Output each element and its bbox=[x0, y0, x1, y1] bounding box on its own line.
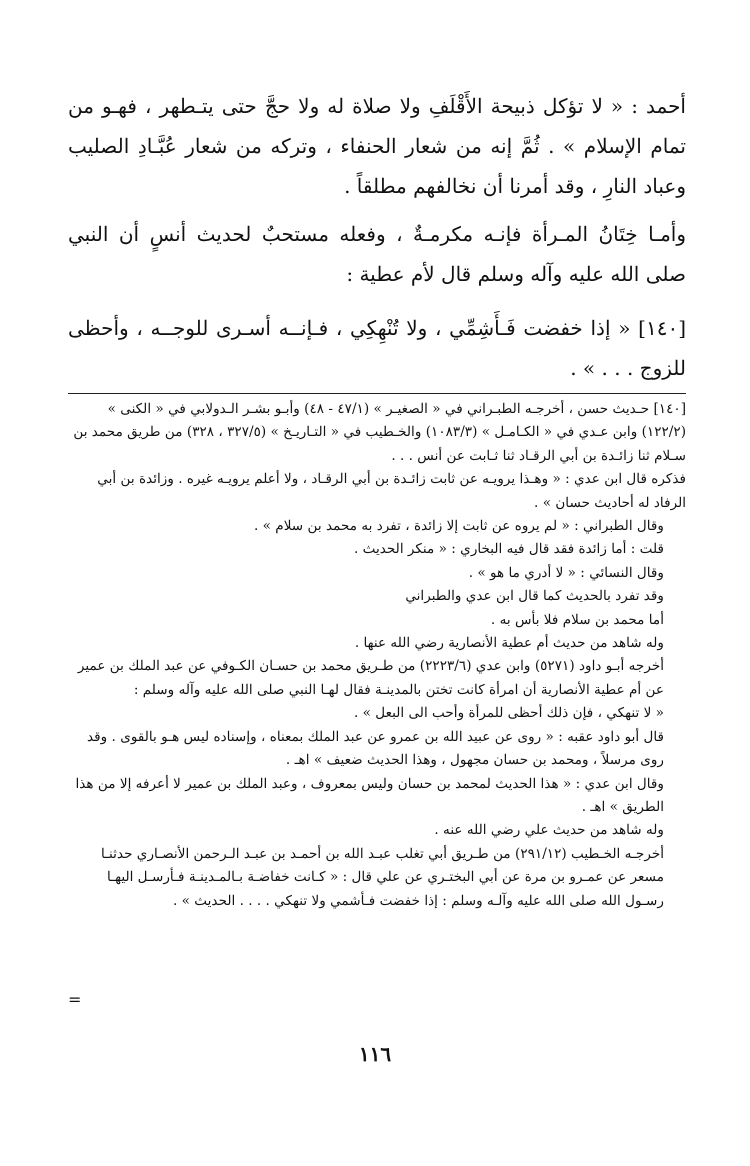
main-paragraph: وأمـا خِتَانُ المـرأة فإنـه مكرمـةٌ ، وفعله مستحبٌ لحديث أنسٍ أن النبي صلى الله عليه وآله وسلم قال لأم عطية : bbox=[68, 222, 686, 286]
footnote-line: وقال النسائي : « لا أدري ما هو » . bbox=[468, 564, 664, 581]
footnote-line: قلت : أما زائدة فقد قال فيه البخاري : « منكر الحديث . bbox=[354, 541, 664, 558]
footnote-line: وقال الطبراني : « لم يروه عن ثابت إلا زائدة ، تفرد به محمد بن سلام » . bbox=[254, 518, 664, 535]
footnote-line: فذكره قال ابن عدي : « وهـذا يرويـه عن ثابت زائـدة بن أبي الرقـاد ، ولا أعلم يرويـه غيره . وزائدة بن أبي الرفاد له أحاديث حسان » . bbox=[97, 471, 686, 511]
footnote-line: وقد تفرد بالحديث كما قال ابن عدي والطبراني bbox=[405, 588, 664, 605]
footnote-line: أخرجـه الخـطيب (٢٩١/١٢) من طـريق أبي تغلب عبـد الله بن أحمـد بن عبـد الـرحمن الأنصـاري حدثنـا مسعر عن عمـرو بن مرة عن أبي البختـري عن علي قال : « كـانت خفاضـة بـالمـدينـة فـأرسـل اليهـا رسـول الله صلى الله عليه وآلـه وسلم : إذا خفضت فـأشمي ولا تنهكي . . . . الحديث » . bbox=[100, 845, 664, 909]
footnote-line: [١٤٠] حـديث حسن ، أخرجـه الطبـراني في « الصغيـر » (٤٧/١ - ٤٨) وأبـو بشـر الـدولابي في « الكنى » (١٢٢/٢) وابن عـدي في « الكـامـل » (١٠٨٣/٣) والخـطيب في « التـاريـخ » (٣٢٧/٥ ، ٣٢٨) من طريق محمد بن سـلام ثنا زائـدة بن أبي الرقـاد ثنا ثـابت عن أنس . . . bbox=[73, 401, 686, 464]
footnote-line: أخرجه أبـو داود (٥٢٧١) وابن عدي (٢٢٢٣/٦) من طـريق محمد بن حسـان الكـوفي عن عبد الملك بن عمير عن أم عطية الأنصارية أن امرأة كانت تختن بالمدينـة فقال لهـا النبي صلى الله عليه وآله وسلم : bbox=[77, 658, 664, 698]
footnote-line: وله شاهد من حديث علي رضي الله عنه . bbox=[434, 822, 664, 839]
page-number: ١١٦ bbox=[358, 1042, 392, 1066]
continuation-mark: = bbox=[68, 990, 82, 1009]
footnote-line: قال أبو داود عقبه : « روى عن عبيد الله بن عمرو عن عبد الملك بمعناه ، وإسناده ليس هـو بالقوى . وقد روى مرسلاً ، ومحمد بن حسان مجهول ، وهذا الحديث ضعيف » اهـ . bbox=[87, 728, 664, 769]
footnote-line: « لا تنهكي ، فإن ذلك أحظى للمرأة وأحب الى البعل » . bbox=[354, 705, 664, 722]
footnote-line: وقال ابن عدي : « هذا الحديث لمحمد بن حسان وليس بمعروف ، وعبد الملك بن عمير لا أعرفه إلا من هذا الطريق » اهـ . bbox=[75, 775, 664, 815]
main-text bbox=[68, 86, 686, 396]
main-paragraph: أحمد : « لا تؤكل ذبيحة الأَقْلَفِ ولا صلاة له ولا حجَّ حتى يتـطهر ، فهـو من تمام الإسلام » . ثُمَّ إنه من شعار الحنفاء ، وتركه من شعار عُبَّـادِ الصليب وعباد النارِ ، وقد أمرنا أن نخالفهم مطلقاً . bbox=[68, 94, 686, 198]
footnote-divider bbox=[68, 393, 686, 394]
footnotes bbox=[68, 398, 686, 913]
hadith-paragraph: [١٤٠] « إذا خفضت فَـأَشِمِّي ، ولا تُنْهِكِي ، فـإنــه أسـرى للوجــه ، وأحظى للزوج . . . » . bbox=[68, 316, 686, 380]
footnote-line: وله شاهد من حديث أم عطية الأنصارية رضي الله عنها . bbox=[354, 635, 664, 652]
footnote-line: أما محمد بن سلام فلا بأس به . bbox=[490, 611, 664, 628]
